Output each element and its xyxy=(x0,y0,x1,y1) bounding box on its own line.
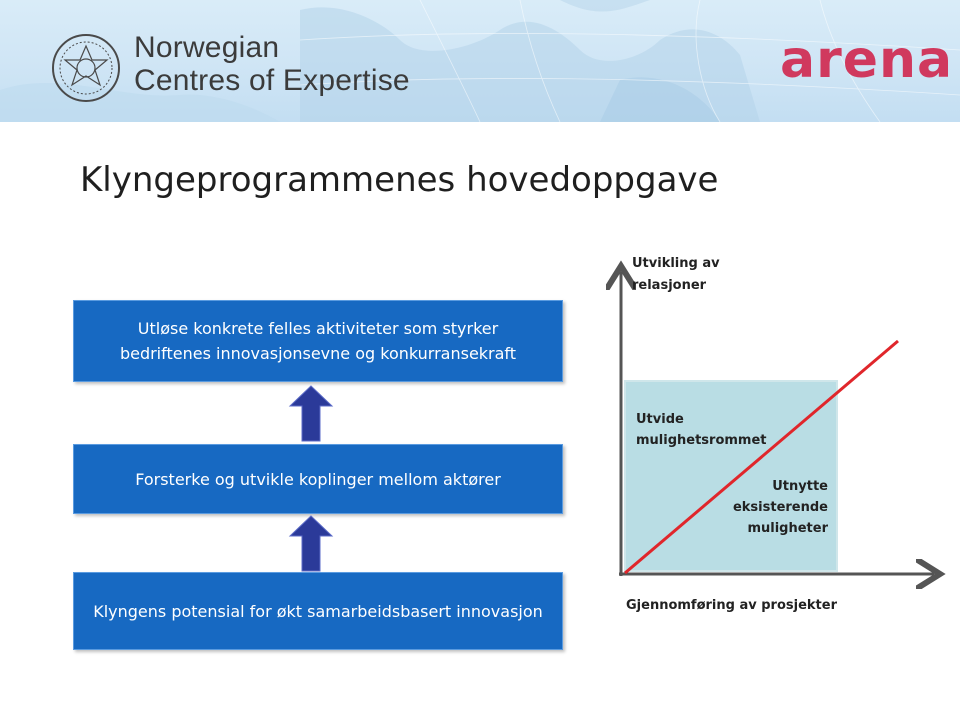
logo-line-1: Norwegian xyxy=(134,31,280,64)
logo-line-2: Centres of Expertise xyxy=(134,64,410,97)
arena-logo: arena xyxy=(780,30,954,90)
flow-box-middle: Forsterke og utvikle koplinger mellom aktører xyxy=(73,444,563,514)
y-axis-label: Utvikling av relasjoner xyxy=(632,256,720,293)
expand-opportunities-label: Utvide mulighetsrommet xyxy=(636,412,767,448)
x-axis-label: Gjennomføring av prosjekter xyxy=(626,598,837,613)
slide-title: Klyngeprogrammenes hovedoppgave xyxy=(80,160,719,200)
exploit-opportunities-label: Utnytte eksisterende muligheter xyxy=(732,479,828,536)
flow-box-bottom: Klyngens potensial for økt samarbeidsbasert innovasjon xyxy=(73,572,563,650)
flow-box-top: Utløse konkrete felles aktiviteter som styrker bedriftenes innovasjonsevne og konkurransekraft xyxy=(73,300,563,382)
